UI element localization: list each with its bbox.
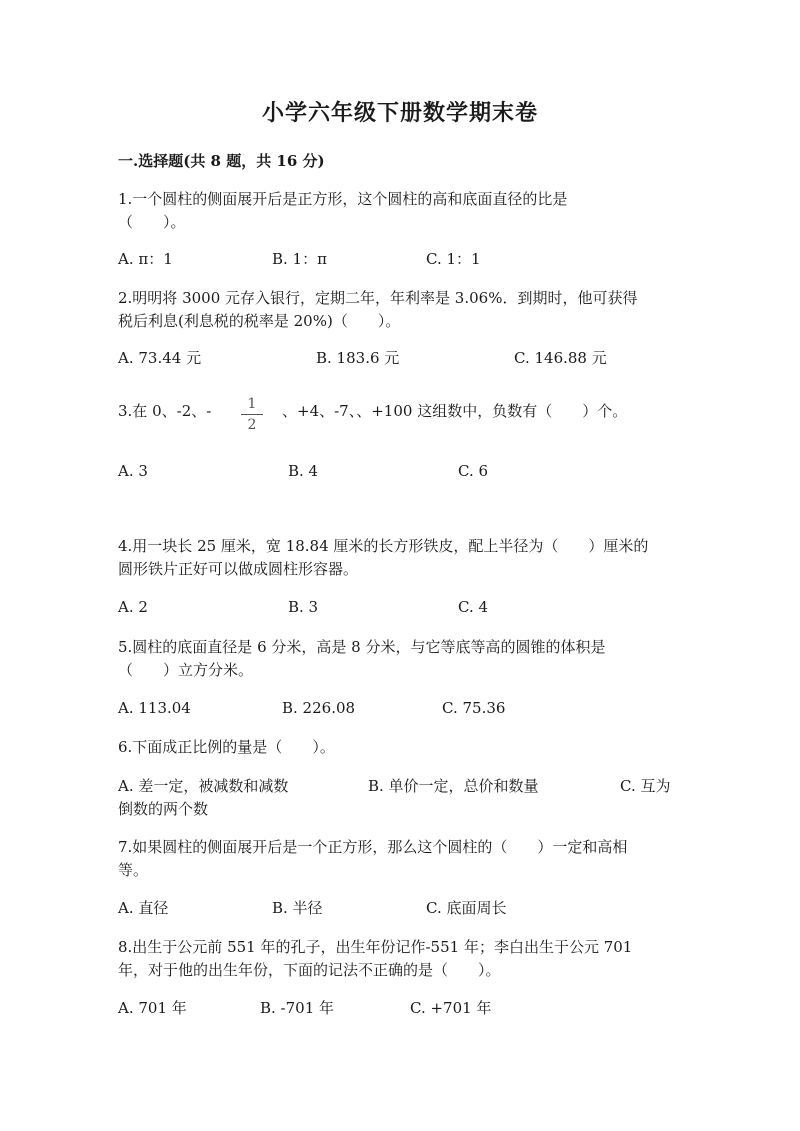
question-text: （ ）。 bbox=[118, 213, 186, 231]
option-b: B. 183.6 元 bbox=[316, 349, 400, 367]
option-a: A. 701 年 bbox=[118, 999, 187, 1017]
option-b: B. 226.08 bbox=[282, 699, 356, 717]
option-a: A. π：1 bbox=[118, 250, 173, 268]
option-c: C. 146.88 元 bbox=[514, 349, 607, 367]
question-text: 2.明明将 3000 元存入银行，定期二年，年利率是 3.06%．到期时，他可获得 bbox=[118, 289, 638, 307]
exam-title: 小学六年级下册数学期末卷 bbox=[261, 100, 538, 126]
question-text: 5.圆柱的底面直径是 6 分米，高是 8 分米，与它等底等高的圆锥的体积是 bbox=[118, 638, 606, 656]
question-1 bbox=[118, 188, 688, 234]
fraction-denominator: 2 bbox=[247, 417, 257, 433]
question-3-suffix: 、+4、-7、、+100 这组数中，负数有（ ）个。 bbox=[282, 402, 628, 420]
question-8 bbox=[118, 936, 688, 982]
option-c-continued: 倒数的两个数 bbox=[118, 800, 209, 818]
question-text: 6.下面成正比例的量是（ ）。 bbox=[118, 738, 335, 756]
question-3-prefix: 3.在 0、-2、- bbox=[118, 402, 212, 420]
option-b: B. 1：π bbox=[272, 250, 327, 268]
option-a: A. 直径 bbox=[118, 899, 169, 917]
question-4 bbox=[118, 535, 688, 581]
question-text: （ ）立方分米。 bbox=[118, 661, 254, 679]
question-text: 等。 bbox=[118, 861, 149, 879]
option-c: C. 6 bbox=[458, 462, 489, 480]
question-text: 4.用一块长 25 厘米，宽 18.84 厘米的长方形铁皮，配上半径为（ ）厘米的 bbox=[118, 537, 649, 555]
question-text: 8.出生于公元前 551 年的孔子，出生年份记作-551 年；李白出生于公元 701 bbox=[118, 938, 633, 956]
option-b: B. 3 bbox=[288, 598, 319, 616]
option-a: A. 差一定，被减数和减数 bbox=[118, 777, 289, 795]
question-text: 1.一个圆柱的侧面展开后是正方形，这个圆柱的高和底面直径的比是 bbox=[118, 190, 568, 208]
option-b: B. -701 年 bbox=[260, 999, 335, 1017]
option-a: A. 73.44 元 bbox=[118, 349, 202, 367]
question-text: 税后利息(利息税的税率是 20%)（ ）。 bbox=[118, 312, 401, 330]
question-text: 圆形铁片正好可以做成圆柱形容器。 bbox=[118, 560, 359, 578]
question-7 bbox=[118, 836, 688, 882]
option-c: C. 互为 bbox=[620, 777, 671, 795]
option-b: B. 4 bbox=[288, 462, 319, 480]
question-2 bbox=[118, 287, 688, 333]
option-c: C. 1：1 bbox=[426, 250, 481, 268]
fraction-one-half bbox=[241, 396, 263, 433]
option-c: C. +701 年 bbox=[410, 999, 492, 1017]
fraction-bar bbox=[241, 414, 263, 415]
option-c: C. 4 bbox=[458, 598, 489, 616]
option-a: A. 3 bbox=[118, 462, 148, 480]
question-5 bbox=[118, 636, 688, 682]
question-text: 7.如果圆柱的侧面展开后是一个正方形，那么这个圆柱的（ ）一定和高相 bbox=[118, 838, 628, 856]
option-b: B. 半径 bbox=[272, 899, 323, 917]
option-a: A. 2 bbox=[118, 598, 148, 616]
option-b: B. 单价一定，总价和数量 bbox=[368, 777, 539, 795]
question-6 bbox=[118, 736, 688, 759]
question-text: 年，对于他的出生年份，下面的记法不正确的是（ ）。 bbox=[118, 961, 501, 979]
option-c: C. 底面周长 bbox=[426, 899, 507, 917]
option-c: C. 75.36 bbox=[442, 699, 506, 717]
fraction-numerator: 1 bbox=[247, 396, 257, 412]
option-a: A. 113.04 bbox=[118, 699, 191, 717]
section-heading: 一.选择题(共 8 题，共 16 分) bbox=[118, 152, 325, 170]
